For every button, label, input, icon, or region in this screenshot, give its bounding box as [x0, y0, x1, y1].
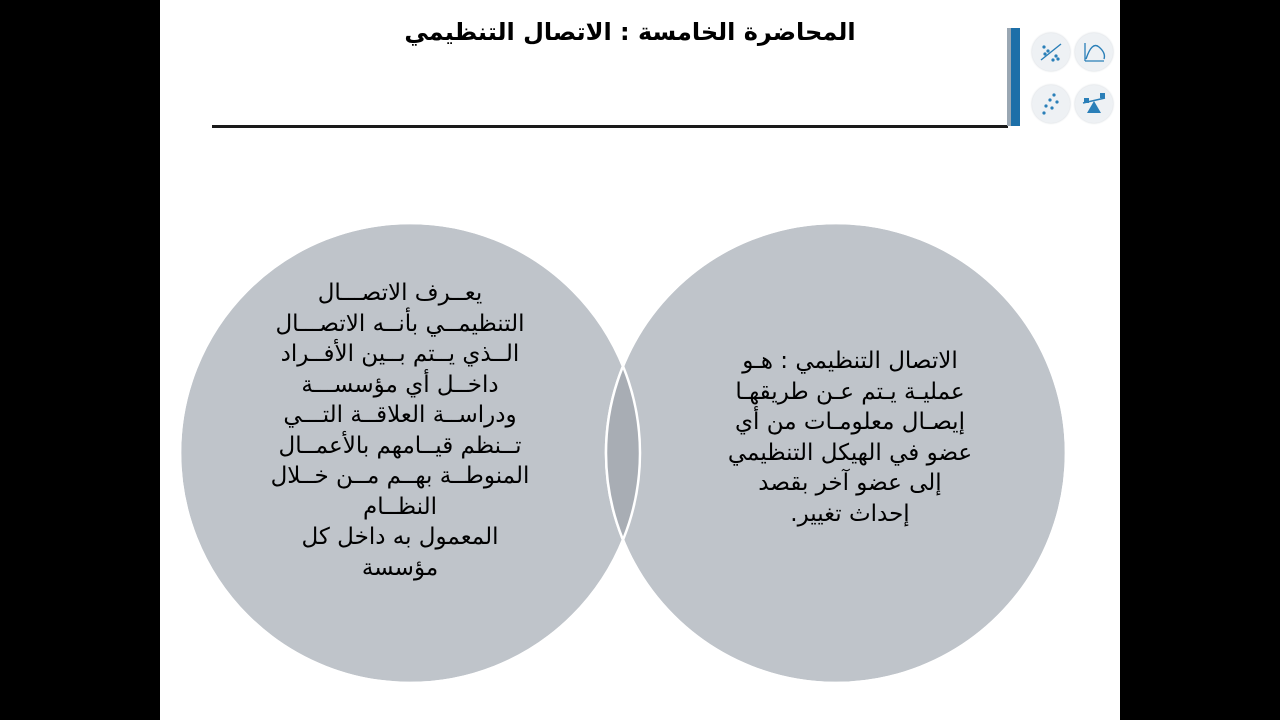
left-line: ودراســة العلاقــة التـــي	[283, 402, 517, 428]
right-line: إحداث تغيير.	[790, 500, 910, 527]
right-line: إلى عضو آخر بقصد	[758, 470, 942, 496]
left-line: التنظيمــي بأنــه الاتصـــال	[275, 310, 525, 337]
left-circle-text	[240, 278, 560, 583]
left-line: تــنظم قيــامهم بالأعمــال	[278, 432, 522, 459]
right-line: الاتصال التنظيمي : هـو	[742, 348, 958, 374]
left-line: يعــرف الاتصـــال	[317, 280, 483, 306]
right-line: عمليـة يـتم عـن طريقهـا	[735, 378, 965, 405]
left-line: المنوطــة بهــم مــن خــلال	[270, 463, 530, 489]
right-line: إيصـال معلومـات من أي	[735, 409, 965, 435]
left-line: داخــل أي مؤسســـة	[301, 371, 499, 398]
left-line: مؤسسة	[361, 554, 439, 581]
right-line: عضو في الهيكل التنظيمي	[727, 439, 973, 466]
right-circle-text	[690, 346, 1010, 529]
left-line: المعمول به داخل كل	[301, 524, 499, 550]
left-line: الــذي يــتم بــين الأفــراد	[280, 341, 520, 367]
left-line: النظــام	[363, 493, 437, 520]
slide-title: المحاضرة الخامسة : الاتصال التنظيمي	[404, 18, 856, 46]
slide	[160, 0, 1120, 720]
